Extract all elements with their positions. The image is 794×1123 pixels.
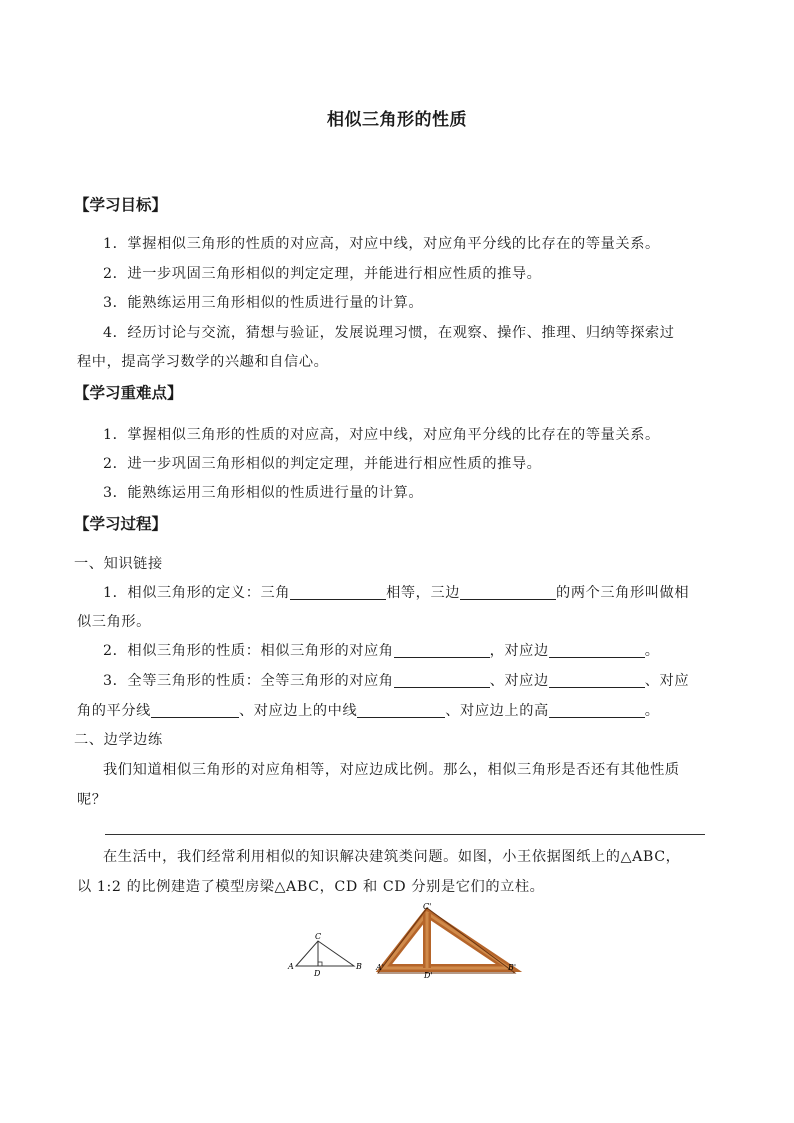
paragraph-2-cont: 以 1:2 的比例建造了模型房梁△ABC，CD 和 CD 分别是它们的立柱。: [77, 879, 545, 895]
page-title: 相似三角形的性质: [327, 110, 467, 130]
label-c: C: [315, 932, 322, 941]
right-angle-mark: [318, 962, 322, 966]
question-2: 2．相似三角形的性质：相似三角形的对应角 ，对应边 。: [103, 643, 660, 659]
answer-blank[interactable]: [549, 643, 645, 658]
triangle-abc: [296, 941, 354, 966]
question-3-cont: 角的平分线 、对应边上的中线 、对应边上的高 。: [77, 703, 660, 719]
key-item-3: 3．能熟练运用三角形相似的性质进行量的计算。: [103, 485, 424, 501]
label-a: A: [288, 962, 294, 971]
goal-item-1: 1．掌握相似三角形的性质的对应高，对应中线，对应角平分线的比存在的等量关系。: [103, 236, 660, 252]
goal-item-4-cont: 程中，提高学习数学的兴趣和自信心。: [77, 354, 329, 370]
goal-item-3: 3．能熟练运用三角形相似的性质进行量的计算。: [103, 295, 424, 311]
label-b: B: [356, 962, 362, 971]
question-3: 3．全等三角形的性质：全等三角形的对应角 、对应边 、对应: [103, 673, 690, 689]
paragraph-1: 我们知道相似三角形的对应角相等，对应边成比例。那么，相似三角形是否还有其他性质: [103, 762, 680, 778]
beam-frame: [378, 908, 515, 973]
answer-blank[interactable]: [549, 673, 645, 688]
answer-blank[interactable]: [290, 585, 386, 600]
answer-blank[interactable]: [549, 703, 645, 718]
small-triangle-figure: [284, 930, 364, 982]
label-d: D: [314, 969, 321, 978]
question-1-cont: 似三角形。: [77, 614, 151, 630]
goal-item-4: 4．经历讨论与交流，猜想与验证，发展说理习惯，在观察、操作、推理、归纳等探索过: [103, 325, 675, 341]
beam-model-figure: [374, 900, 524, 984]
paragraph-1-cont: 呢？: [77, 792, 107, 808]
process-heading: 【学习过程】: [74, 514, 168, 533]
label-a-prime: A': [376, 963, 384, 972]
paragraph-2: 在生活中，我们经常利用相似的知识解决建筑类问题。如图，小王依据图纸上的△ABC，: [103, 849, 681, 865]
answer-line[interactable]: [105, 834, 705, 835]
answer-blank[interactable]: [357, 703, 445, 718]
key-item-2: 2．进一步巩固三角形相似的判定定理，并能进行相应性质的推导。: [103, 456, 542, 472]
answer-blank[interactable]: [151, 703, 239, 718]
key-item-1: 1．掌握相似三角形的性质的对应高，对应中线，对应角平分线的比存在的等量关系。: [103, 427, 660, 443]
part1-title: 一、知识链接: [74, 556, 163, 572]
goal-item-2: 2．进一步巩固三角形相似的判定定理，并能进行相应性质的推导。: [103, 266, 542, 282]
answer-blank[interactable]: [394, 643, 490, 658]
label-d-prime: D': [424, 971, 433, 980]
label-c-prime: C': [423, 902, 432, 911]
answer-blank[interactable]: [394, 673, 490, 688]
question-1: 1．相似三角形的定义：三角 相等，三边 的两个三角形叫做相: [103, 585, 690, 601]
key-points-heading: 【学习重难点】: [74, 383, 183, 402]
goals-heading: 【学习目标】: [74, 195, 168, 214]
answer-blank[interactable]: [460, 585, 556, 600]
label-b-prime: B': [508, 963, 517, 972]
part2-title: 二、边学边练: [74, 732, 163, 748]
